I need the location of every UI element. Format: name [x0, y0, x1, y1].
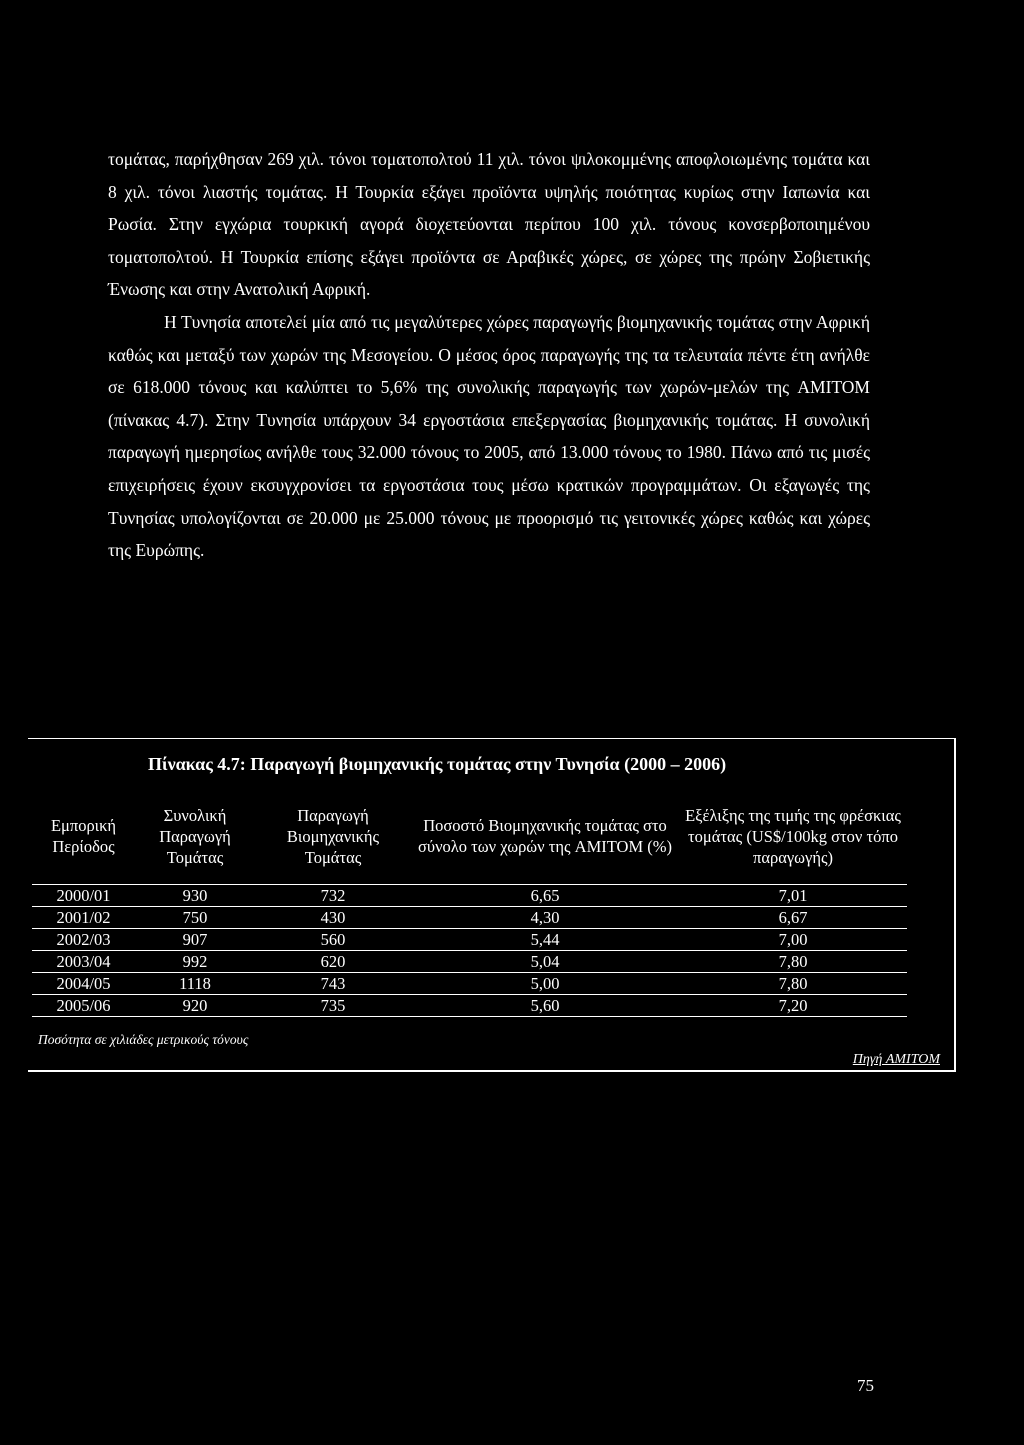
- table-cell: 992: [135, 951, 255, 973]
- table-cell: 7,00: [679, 929, 907, 951]
- table-cell: 6,67: [679, 907, 907, 929]
- table-cell: 2004/05: [32, 973, 135, 995]
- table-caption: Πίνακας 4.7: Παραγωγή βιομηχανικής τομάτας στην Τυνησία (2000 – 2006): [148, 754, 727, 774]
- header-period: Εμπορική Περίοδος: [32, 788, 135, 885]
- table-bottom-rule: [28, 1070, 956, 1072]
- table-right-rule: [954, 738, 956, 1070]
- table-row: [32, 973, 907, 995]
- header-industrial-production: Παραγωγή Βιομηχανικής Τομάτας: [255, 788, 411, 885]
- table-cell: 7,80: [679, 951, 907, 973]
- table-row: [32, 929, 907, 951]
- table-cell: 920: [135, 995, 255, 1017]
- table-cell: 6,65: [411, 885, 679, 907]
- table-cell: 5,04: [411, 951, 679, 973]
- table-row: [32, 885, 907, 907]
- table-cell: 4,30: [411, 907, 679, 929]
- production-table: [32, 788, 907, 1017]
- table-unit-note: Ποσότητα σε χιλιάδες μετρικούς τόνους: [38, 1032, 249, 1047]
- table-cell: 2001/02: [32, 907, 135, 929]
- paragraph-tunisia: Η Τυνησία αποτελεί μία από τις μεγαλύτερες χώρες παραγωγής βιομηχανικής τομάτας στην Αφρική καθώς και μεταξύ των χωρών της Μεσογείου. Ο μέσος όρος παραγωγής της τα τελευταία πέντε έτη ανήλθε σε 618.000 τόνους και καλύπτει το 5,6% της συνολικής παραγωγής των χωρών-μελών της AMITOM (πίνακας 4.7). Στην Τυνησία υπάρχουν 34 εργοστάσια επεξεργασίας βιομηχανικής τομάτας. Η συνολική παραγωγή ημερησίως ανήλθε τους 32.000 τόνους το 2005, από 13.000 τόνους το 1980. Πάνω από τις μισές επιχειρήσεις έχουν εκσυγχρονίσει τα εργοστάσια τους μέσω κρατικών προγραμμάτων. Οι εξαγωγές της Τυνησίας υπολογίζονται σε 20.000 με 25.000 τόνους με προορισμό τις γειτονικές χώρες καθώς και χώρες της Ευρώπης.: [108, 311, 870, 561]
- header-total-production: Συνολική Παραγωγή Τομάτας: [135, 788, 255, 885]
- body-text: [108, 143, 870, 567]
- header-amitom-share: Ποσοστό Βιομηχανικής τομάτας στο σύνολο των χωρών της AMITOM (%): [411, 788, 679, 885]
- table-cell: 430: [255, 907, 411, 929]
- table-cell: 1118: [135, 973, 255, 995]
- table-cell: 750: [135, 907, 255, 929]
- table-cell: 5,60: [411, 995, 679, 1017]
- table-cell: 907: [135, 929, 255, 951]
- table-cell: 2003/04: [32, 951, 135, 973]
- table-cell: 732: [255, 885, 411, 907]
- page-number: 75: [857, 1376, 874, 1395]
- table-cell: 7,01: [679, 885, 907, 907]
- table-cell: 5,44: [411, 929, 679, 951]
- table-cell: 2002/03: [32, 929, 135, 951]
- table-cell: 5,00: [411, 973, 679, 995]
- table-cell: 560: [255, 929, 411, 951]
- header-price-evolution: Εξέλιξης της τιμής της φρέσκιας τομάτας (US$/100kg στον τόπο παραγωγής): [679, 788, 907, 885]
- table-row: [32, 951, 907, 973]
- paragraph-turkey: τομάτας, παρήχθησαν 269 χιλ. τόνοι τοματοπολτού 11 χιλ. τόνοι ψιλοκομμένης αποφλοιωμένης τομάτα και 8 χιλ. τόνοι λιαστής τομάτας. Η Τουρκία εξάγει προϊόντα υψηλής ποιότητας κυρίως στην Ιαπωνία και Ρωσία. Στην εγχώρια τουρκική αγορά διοχετεύονται περίπου 100 χιλ. τόνους κονσερβοποιημένου τοματοπολτού. Η Τουρκία επίσης εξάγει προϊόντα σε Αραβικές χώρες, σε χώρες της πρώην Σοβιετικής Ένωσης και στην Ανατολική Αφρική.: [108, 149, 870, 300]
- table-body: [32, 885, 907, 1017]
- table-cell: 7,80: [679, 973, 907, 995]
- table-cell: 735: [255, 995, 411, 1017]
- table-cell: 620: [255, 951, 411, 973]
- table-cell: 930: [135, 885, 255, 907]
- table-cell: 2005/06: [32, 995, 135, 1017]
- table-header-row: [32, 788, 907, 885]
- table-cell: 7,20: [679, 995, 907, 1017]
- table-cell: 2000/01: [32, 885, 135, 907]
- table-cell: 743: [255, 973, 411, 995]
- table-row: [32, 907, 907, 929]
- table-row: [32, 995, 907, 1017]
- table-source-note: Πηγή AMITOM: [852, 1052, 940, 1067]
- table-top-rule: [28, 738, 956, 739]
